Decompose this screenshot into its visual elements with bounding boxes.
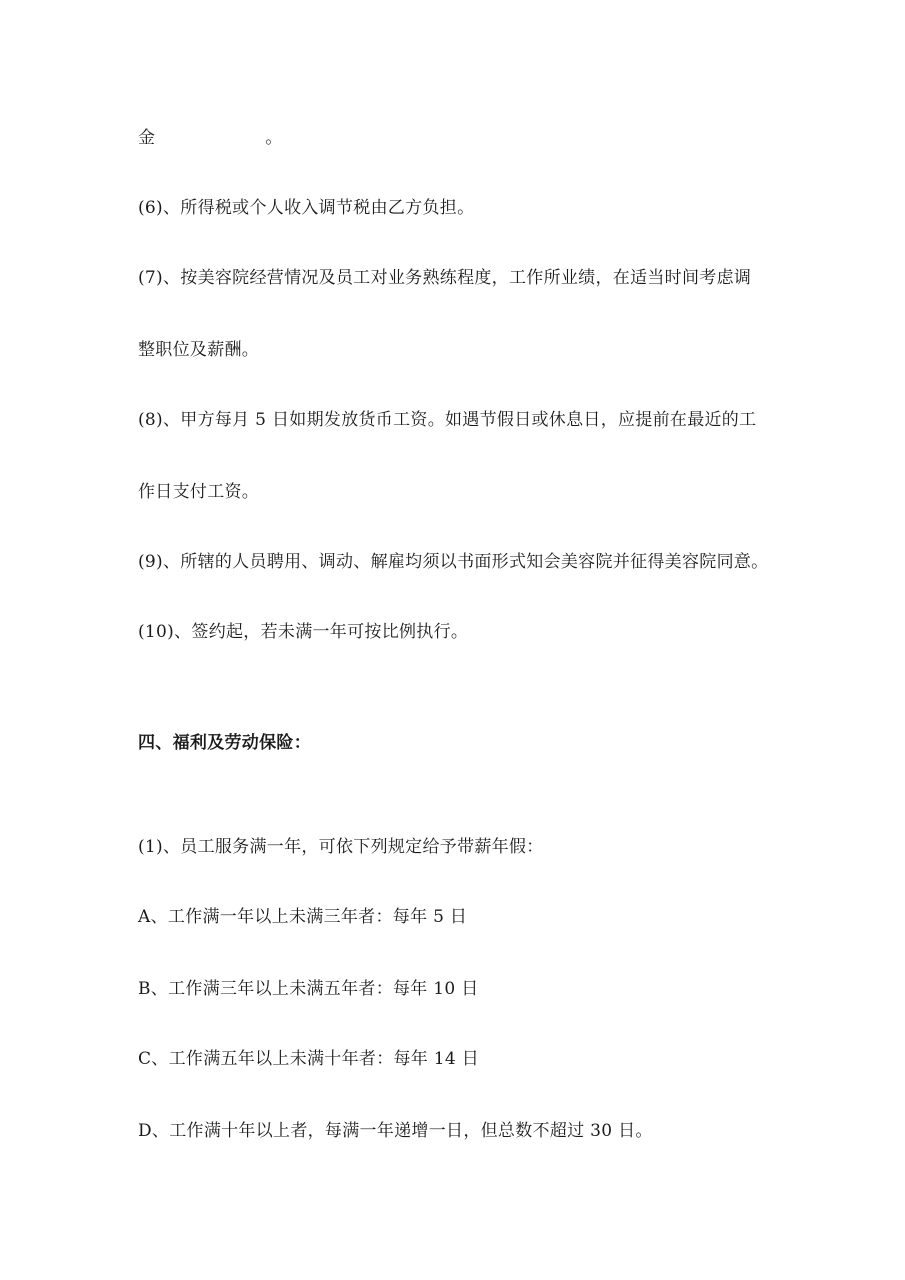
text-line-benefit-c: C、工作满五年以上未满十年者：每年 14 日	[138, 1049, 480, 1069]
text-fragment-end: 。	[265, 128, 283, 148]
text-line-item-8: (8)、甲方每月 5 日如期发放货币工资。如遇节假日或休息日，应提前在最近的工	[138, 410, 757, 430]
text-line-benefit-1: (1)、员工服务满一年，可依下列规定给予带薪年假：	[138, 837, 544, 857]
text-line-benefit-d: D、工作满十年以上者，每满一年递增一日，但总数不超过 30 日。	[138, 1121, 653, 1141]
text-line-item-9: (9)、所辖的人员聘用、调动、解雇均须以书面形式知会美容院并征得美容院同意。	[138, 552, 769, 572]
text-line-salary-fragment	[138, 127, 283, 149]
text-line-item-10: (10)、签约起，若未满一年可按比例执行。	[138, 622, 469, 642]
text-line-item-6: (6)、所得税或个人收入调节税由乙方负担。	[138, 198, 475, 218]
text-line-item-8-cont: 作日支付工资。	[138, 482, 260, 502]
text-fragment-start: 金	[138, 128, 156, 148]
text-line-benefit-b: B、工作满三年以上未满五年者：每年 10 日	[138, 979, 479, 999]
section-heading: 四、福利及劳动保险：	[138, 733, 311, 753]
text-line-benefit-a: A、工作满一年以上未满三年者：每年 5 日	[138, 907, 468, 927]
text-line-item-7: (7)、按美容院经营情况及员工对业务熟练程度，工作所业绩，在适当时间考虑调	[138, 268, 752, 288]
text-line-item-7-cont: 整职位及薪酬。	[138, 340, 260, 360]
